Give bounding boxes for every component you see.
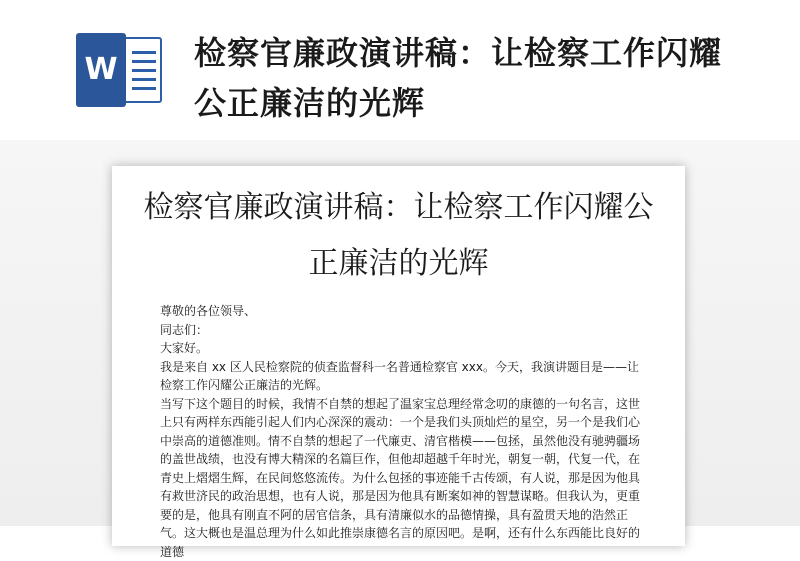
greeting-line: 大家好。 (160, 339, 640, 358)
header-title: 检察官廉政演讲稿：让检察工作闪耀公正廉洁的光辉 (194, 28, 754, 128)
word-icon (76, 33, 166, 107)
document-page (112, 166, 685, 546)
document-title: 检察官廉政演讲稿：让检察工作闪耀公正廉洁的光辉 (132, 180, 665, 292)
salutation-line: 同志们： (160, 321, 640, 340)
salutation-line: 尊敬的各位领导、 (160, 302, 640, 321)
body-paragraph: 我是来自 xx 区人民检察院的侦查监督科一名普通检察官 xxx。今天，我演讲题目是——让检察工作闪耀公正廉洁的光辉。 (160, 358, 640, 395)
document-body (160, 302, 640, 561)
word-icon-badge: W (76, 33, 126, 107)
body-paragraph: 当写下这个题目的时候，我情不自禁的想起了温家宝总理经常念叨的康德的一句名言，这世上只有两样东西能引起人们内心深深的震动：一个是我们头顶灿烂的星空，另一个是我们心中崇高的道德准则。情不自禁的想起了一代廉吏、清官楷模——包拯，虽然他没有驰骋疆场的盖世战绩，也没有博大精深的名篇巨作，但他却超越千年时光，朝复一朝，代复一代，在青史上熠熠生辉，在民间悠悠流传。为什么包拯的事迹能千古传颂，有人说，那是因为他具有救世济民的政治思想，也有人说，那是因为他具有断案如神的智慧谋略。但我认为，更重要的是，他具有刚直不阿的居官信条，具有清廉似水的品德情操，具有盈贯天地的浩然正气。这大概也是温总理为什么如此推崇康德名言的原因吧。是啊，还有什么东西能比良好的道德 (160, 395, 640, 561)
